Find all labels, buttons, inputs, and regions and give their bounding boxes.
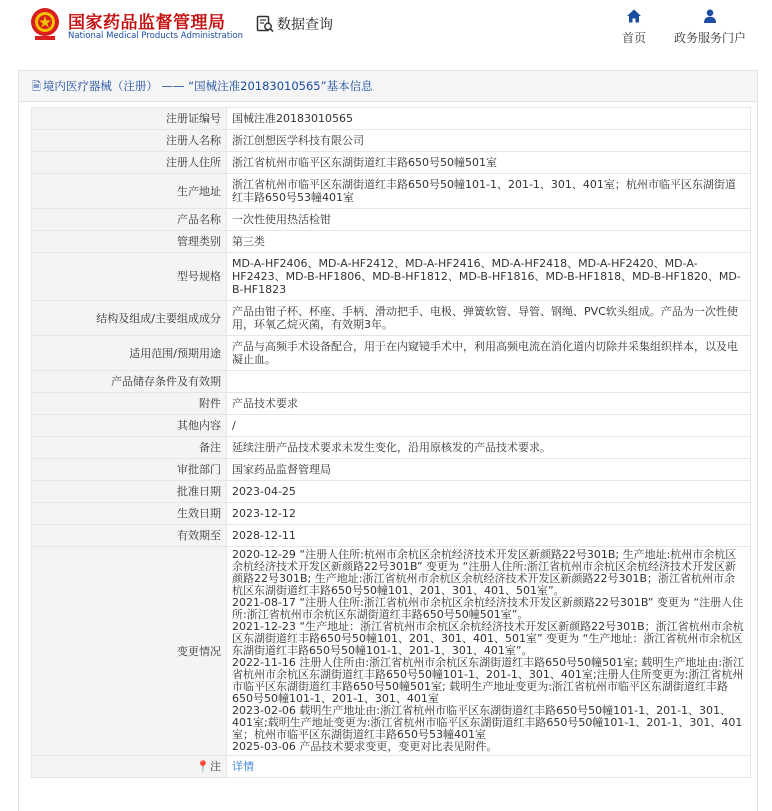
row-value: 产品由钳子杯、杯座、手柄、滑动把手、电极、弹簧软管、导管、钢绳、PVC软头组成。产品为一次性使用，环氧乙烷灭菌，有效期3年。	[227, 301, 751, 336]
row-value: 延续注册产品技术要求未发生变化，沿用原核发的产品技术要求。	[227, 437, 751, 459]
row-value: 2023-04-25	[227, 481, 751, 503]
row-label: 注册证编号	[32, 108, 227, 130]
row-label: 结构及组成/主要组成成分	[32, 301, 227, 336]
row-value: 产品技术要求	[227, 393, 751, 415]
row-label: 管理类别	[32, 231, 227, 253]
row-value: 产品与高频手术设备配合，用于在内窥镜手术中，利用高频电流在消化道内切除并采集组织样本，以及电凝止血。	[227, 336, 751, 371]
row-value: 第三类	[227, 231, 751, 253]
details-link[interactable]: 详情	[232, 760, 254, 773]
row-value: 国械注准20183010565	[227, 108, 751, 130]
row-label: 其他内容	[32, 415, 227, 437]
row-label: 批准日期	[32, 481, 227, 503]
row-label: 注册人名称	[32, 130, 227, 152]
home-icon	[626, 8, 642, 24]
detail-panel	[18, 70, 758, 811]
table-row	[32, 108, 751, 130]
table-row	[32, 437, 751, 459]
breadcrumb	[19, 71, 757, 102]
row-value: 浙江省杭州市临平区东湖街道红丰路650号50幢101-1、201-1、301、401室；杭州市临平区东湖街道红丰路650号53幢401室	[227, 174, 751, 209]
table-row	[32, 253, 751, 301]
data-search-icon	[256, 15, 274, 33]
row-value: 浙江创想医学科技有限公司	[227, 130, 751, 152]
document-icon: 🗎	[32, 80, 41, 93]
row-label: 变更情况	[32, 547, 227, 756]
data-query-label: 数据查询	[277, 17, 333, 33]
row-value: 一次性使用热活检钳	[227, 209, 751, 231]
row-label: 产品名称	[32, 209, 227, 231]
detail-table-wrapper	[31, 107, 751, 778]
row-label: 型号规格	[32, 253, 227, 301]
user-icon	[702, 8, 718, 24]
emblem-icon	[29, 7, 61, 41]
row-label-note-text: 注	[210, 760, 221, 773]
breadcrumb-text: 境内医疗器械（注册） —— “国械注准20183010565”基本信息	[42, 79, 373, 93]
nav-service-portal[interactable]	[670, 8, 750, 46]
table-row	[32, 525, 751, 547]
row-label-note	[32, 756, 227, 778]
row-value: 浙江省杭州市临平区东湖街道红丰路650号50幢501室	[227, 152, 751, 174]
site-logo-title: 国家药品监督管理局	[68, 13, 226, 33]
table-row	[32, 459, 751, 481]
table-row	[32, 209, 751, 231]
row-value	[227, 371, 751, 393]
table-row	[32, 503, 751, 525]
row-label: 备注	[32, 437, 227, 459]
table-row	[32, 174, 751, 209]
nav-home-label: 首页	[621, 31, 646, 45]
table-row	[32, 547, 751, 756]
table-row	[32, 130, 751, 152]
table-row	[32, 231, 751, 253]
table-row	[32, 152, 751, 174]
row-value: /	[227, 415, 751, 437]
row-value-note	[227, 756, 751, 778]
row-label: 附件	[32, 393, 227, 415]
table-row	[32, 481, 751, 503]
change-history: 2020-12-29 “注册人住所:杭州市余杭区余杭经济技术开发区新颜路22号301B; 生产地址:杭州市余杭区余杭经济技术开发区新颜路22号301B” 变更为 “注册人住所:浙江省杭州市余杭区余杭经济技术开发区新颜路22号301B; 生产地址:浙江省杭州市余杭区余杭经济技术开发区新颜路22号301B；浙江省杭州市余杭区东湖街道红丰路650号50幢101、201、301、401、501室”。 2021-08-17 “注册人住所:浙江省杭州市余杭区余杭经济技术开发区新颜路22号301B” 变更为 “注册人住所:浙江省杭州市余杭区东湖街道红丰路650号50幢501室”。 2021-12-23 “生产地址：浙江省杭州市余杭区余杭经济技术开发区新颜路22号301B；浙江省杭州市余杭区东湖街道红丰路650号50幢101、201、301、401、501室” 变更为 “生产地址：浙江省杭州市余杭区东湖街道红丰路650号50幢101-1、201-1、301、401室”。 2022-11-16 注册人住所由:浙江省杭州市余杭区东湖街道红丰路650号50幢501室; 载明生产地址由:浙江省杭州市余杭区东湖街道红丰路650号50幢101-1、201-1、301、401室;注册人住所变更为:浙江省杭州市临平区东湖街道红丰路650号50幢501室; 载明生产地址变更为:浙江省杭州市临平区东湖街道红丰路650号50幢101-1、201-1、301、401室 2023-02-06 载明生产地址由:浙江省杭州市临平区东湖街道红丰路650号50幢101-1、201-1、301、401室;载明生产地址变更为:浙江省杭州市临平区东湖街道红丰路650号50幢101-1、201-1、301、401室；杭州市临平区东湖街道红丰路650号53幢401室 2025-03-06 产品技术要求变更，变更对比表见附件。	[227, 547, 751, 756]
table-row	[32, 301, 751, 336]
row-label: 产品储存条件及有效期	[32, 371, 227, 393]
detail-table	[31, 107, 751, 778]
data-query-link[interactable]	[256, 14, 333, 34]
row-label: 注册人住所	[32, 152, 227, 174]
row-value: 2023-12-12	[227, 503, 751, 525]
table-row	[32, 371, 751, 393]
site-logo-subtitle: National Medical Products Administration	[68, 31, 243, 41]
row-value: 2028-12-11	[227, 525, 751, 547]
row-label: 有效期至	[32, 525, 227, 547]
row-label: 适用范围/预期用途	[32, 336, 227, 371]
row-label: 生效日期	[32, 503, 227, 525]
row-label: 审批部门	[32, 459, 227, 481]
table-row	[32, 336, 751, 371]
table-row	[32, 415, 751, 437]
nav-home[interactable]	[618, 8, 650, 46]
table-row	[32, 393, 751, 415]
table-row	[32, 756, 751, 778]
site-header	[0, 0, 772, 62]
nav-service-label: 政务服务门户	[673, 31, 746, 45]
row-value: 国家药品监督管理局	[227, 459, 751, 481]
location-icon: 📍	[196, 760, 210, 773]
row-value: MD-A-HF2406、MD-A-HF2412、MD-A-HF2416、MD-A-HF2418、MD-A-HF2420、MD-A-HF2423、MD-B-HF1806、MD-B-HF1812、MD-B-HF1816、MD-B-HF1818、MD-B-HF1820、MD-B-HF1823	[227, 253, 751, 301]
row-label: 生产地址	[32, 174, 227, 209]
